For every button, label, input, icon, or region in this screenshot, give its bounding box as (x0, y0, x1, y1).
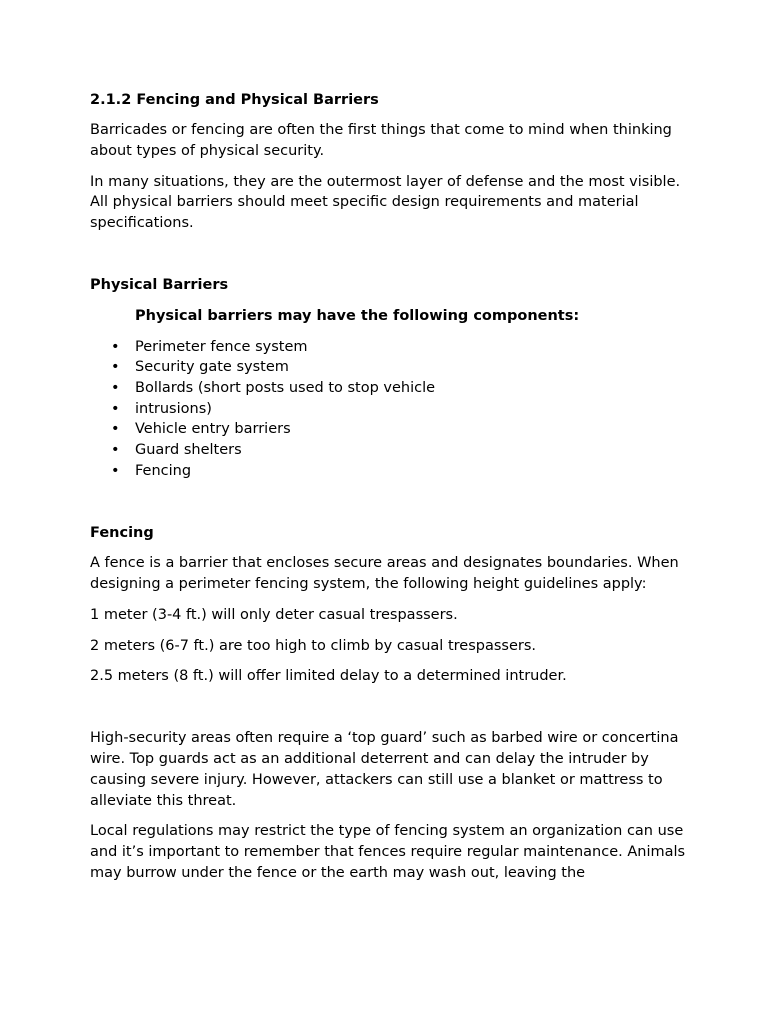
intro-paragraph-2: In many situations, they are the outermost layer of defense and the most visible. All physical barriers should meet specific design requirements and material specifications. (90, 173, 681, 232)
bullet-icon: • (111, 421, 120, 438)
list-item (90, 419, 690, 440)
document-page (90, 90, 690, 894)
list-item-text: Guard shelters (135, 442, 242, 459)
spacer (90, 697, 690, 728)
spacer (90, 244, 690, 275)
bullet-icon: • (111, 462, 120, 479)
list-item-text: Security gate system (135, 359, 289, 376)
top-guard-paragraph: High-security areas often require a ‘top guard’ such as barbed wire or concertina wire. Top guards act as an additional deterrent and can delay the intruder by causing severe injury. However, attackers can still use a blanket or mattress to alleviate this threat. (90, 730, 679, 809)
fencing-height-1m: 1 meter (3-4 ft.) will only deter casual trespassers. (90, 606, 458, 623)
fencing-heading: Fencing (90, 524, 154, 541)
components-list (90, 337, 690, 482)
list-item (90, 378, 690, 399)
list-item-text: Fencing (135, 462, 192, 479)
list-item (90, 399, 690, 420)
bullet-icon: • (111, 359, 120, 376)
section-title: 2.1.2 Fencing and Physical Barriers (90, 92, 379, 108)
bullet-icon: • (111, 338, 120, 355)
bullet-icon: • (111, 442, 120, 459)
physical-barriers-heading: Physical Barriers (90, 276, 229, 293)
regulations-paragraph: Local regulations may restrict the type of fencing system an organization can use and it’s important to remember that fences require regular maintenance. Animals may burrow under the fence or the earth may wash out, leaving the (90, 823, 686, 882)
list-item-text: Vehicle entry barriers (135, 421, 291, 438)
fencing-paragraph-1: A fence is a barrier that encloses secure areas and designates boundaries. When designing a perimeter fencing system, the following height guidelines apply: (90, 555, 679, 593)
list-item-text: Bollards (short posts used to stop vehicle (135, 379, 436, 396)
spacer (90, 492, 690, 523)
components-list-heading: Physical barriers may have the following components: (135, 307, 580, 324)
bullet-icon: • (111, 400, 120, 417)
list-item (90, 461, 690, 482)
list-item-text: Perimeter fence system (135, 338, 308, 355)
list-item-text: intrusions) (135, 400, 212, 417)
fencing-height-2m: 2 meters (6-7 ft.) are too high to climb by casual trespassers. (90, 637, 536, 654)
list-item (90, 440, 690, 461)
intro-paragraph-1: Barricades or fencing are often the first things that come to mind when thinking about types of physical security. (90, 122, 672, 159)
bullet-icon: • (111, 379, 120, 396)
list-item (90, 357, 690, 378)
fencing-height-2-5m: 2.5 meters (8 ft.) will offer limited delay to a determined intruder. (90, 668, 567, 685)
list-item (90, 337, 690, 358)
